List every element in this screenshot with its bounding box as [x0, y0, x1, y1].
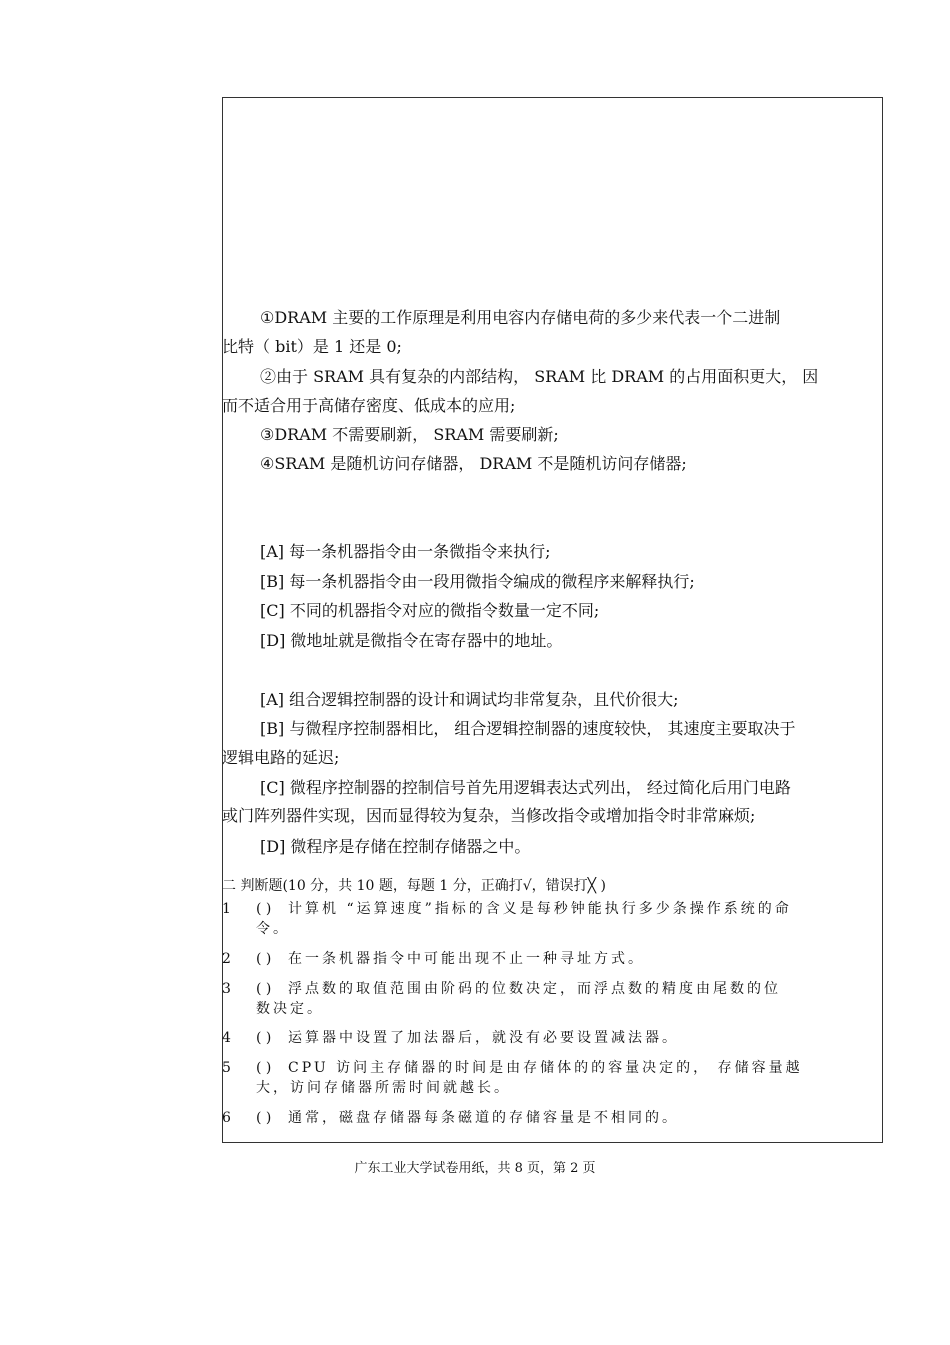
page-footer: 广东工业大学试卷用纸，共 8 页，第 2 页	[354, 1161, 596, 1176]
q8-statement-2a: ②由于 SRAM 具有复杂的内部结构， SRAM 比 DRAM 的占用面积更大， 因	[260, 367, 819, 386]
q9-option-b: [B] 每一条机器指令由一段用微指令编成的微程序来解释执行;	[260, 572, 695, 591]
q9-option-d: [D] 微地址就是微指令在寄存器中的地址。	[260, 631, 563, 650]
q10-option-c-1: [C] 微程序控制器的控制信号首先用逻辑表达式列出， 经过简化后用门电路	[260, 778, 791, 797]
judge-item-number: 5	[222, 1060, 231, 1076]
q10-option-b-1: [B] 与微程序控制器相比， 组合逻辑控制器的速度较快， 其速度主要取决于	[260, 719, 796, 738]
judge-item-number: 2	[222, 951, 231, 967]
judge-item-text: 浮点数的取值范围由阶码的位数决定，而浮点数的精度由尾数的位	[288, 981, 781, 997]
judge-answer-paren[interactable]: ( )	[256, 1110, 272, 1126]
judge-item-text: 运算器中设置了加法器后，就没有必要设置减法器。	[288, 1030, 679, 1046]
q8-statement-1a: ①DRAM 主要的工作原理是利用电容内存储电荷的多少来代表一个二进制	[260, 308, 781, 327]
q8-statement-3: ③DRAM 不需要刷新， SRAM 需要刷新;	[260, 425, 559, 444]
judge-answer-paren[interactable]: ( )	[256, 901, 272, 917]
judge-item-number: 3	[222, 981, 231, 997]
judge-answer-paren[interactable]: ( )	[256, 1030, 272, 1046]
judge-answer-paren[interactable]: ( )	[256, 951, 272, 967]
judge-item-text: 计算机 “运算速度”指标的含义是每秒钟能执行多少条操作系统的命	[288, 901, 792, 917]
q9-option-c: [C] 不同的机器指令对应的微指令数量一定不同;	[260, 601, 600, 620]
q8-statement-2b: 而不适合用于高储存密度、低成本的应用;	[222, 396, 516, 415]
judge-answer-paren[interactable]: ( )	[256, 1060, 272, 1076]
judge-item-text-cont: 大，访问存储器所需时间就越长。	[256, 1080, 511, 1096]
judge-answer-paren[interactable]: ( )	[256, 981, 272, 997]
judge-item-text: 通常，磁盘存储器每条磁道的存储容量是不相同的。	[288, 1110, 679, 1126]
judge-item-number: 4	[222, 1030, 231, 1046]
judge-item-text: 在一条机器指令中可能出现不止一种寻址方式。	[288, 951, 645, 967]
q10-option-b-2: 逻辑电路的延迟;	[222, 748, 340, 767]
q10-option-a: [A] 组合逻辑控制器的设计和调试均非常复杂，且代价很大;	[260, 690, 679, 709]
judge-item-number: 1	[222, 901, 231, 917]
section2-title: 二 判断题(10 分，共 10 题，每题 1 分，正确打√，错误打╳ )	[222, 878, 606, 894]
judge-item-text-cont: 数决定。	[256, 1001, 324, 1017]
judge-item-text: CPU 访问主存储器的时间是由存储体的的容量决定的， 存储容量越	[288, 1060, 803, 1076]
q8-statement-1b: 比特（ bit）是 1 还是 0;	[222, 337, 402, 356]
q10-option-c-2: 或门阵列器件实现，因而显得较为复杂，当修改指令或增加指令时非常麻烦;	[222, 806, 756, 825]
judge-item-number: 6	[222, 1110, 231, 1126]
q9-option-a: [A] 每一条机器指令由一条微指令来执行;	[260, 542, 551, 561]
q10-option-d: [D] 微程序是存储在控制存储器之中。	[260, 837, 531, 856]
judge-item-text-cont: 令。	[256, 921, 290, 937]
q8-statement-4: ④SRAM 是随机访问存储器， DRAM 不是随机访问存储器;	[260, 454, 687, 473]
